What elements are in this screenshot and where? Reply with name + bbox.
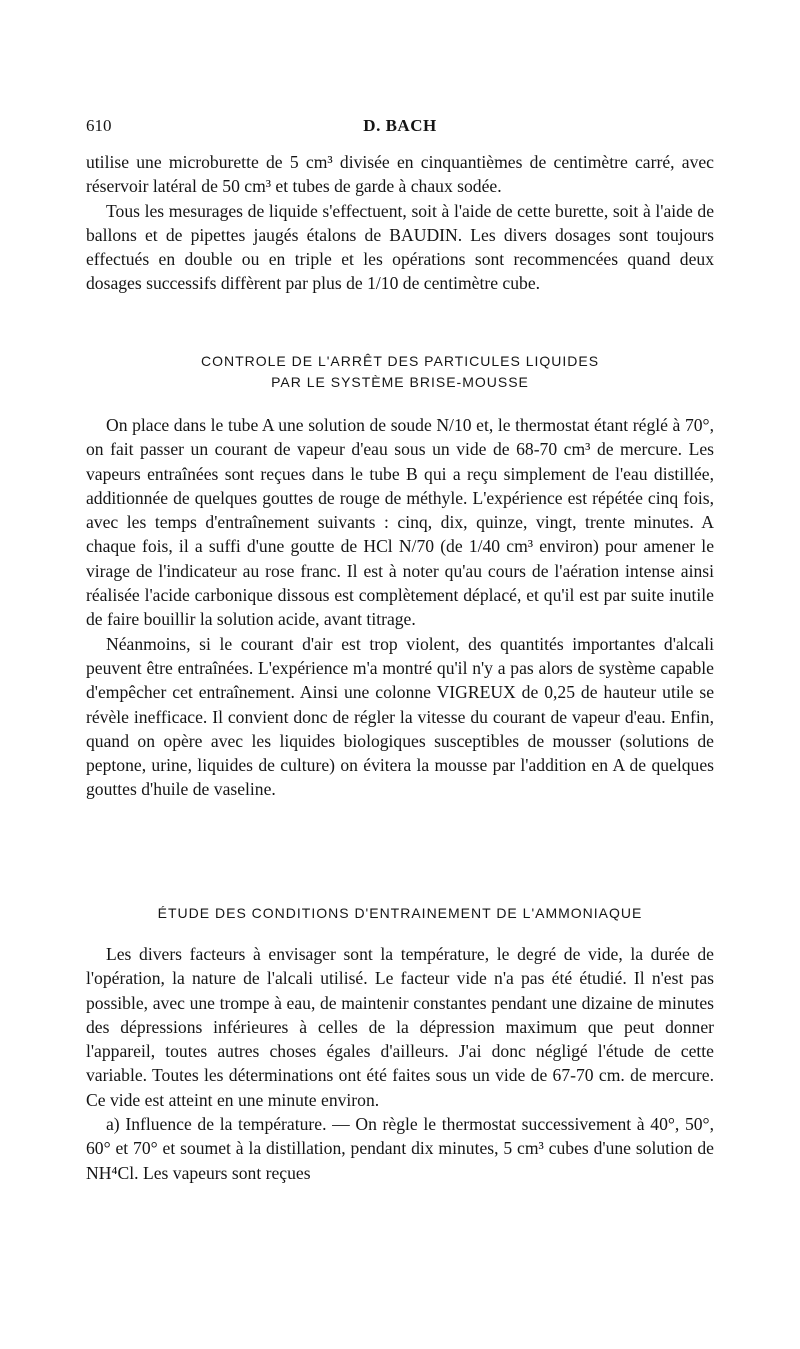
paragraph: a) Influence de la température. — On règle le thermostat successivement à 40°, 50°, 60° et 70° et soumet à la distillation, pendant dix minutes, 5 cm³ cubes d'une solution de NH⁴Cl. Les vapeurs sont reçues xyxy=(86,1114,714,1183)
body-block-etude xyxy=(86,942,714,1185)
paragraph: utilise une microburette de 5 cm³ divisée en cinquantièmes de centimètre carré, avec réservoir latéral de 50 cm³ et tubes de garde à chaux sodée. xyxy=(86,152,714,197)
page-header xyxy=(86,116,714,140)
section-heading-line: PAR LE SYSTÈME BRISE-MOUSSE xyxy=(271,374,529,390)
paragraph: Néanmoins, si le courant d'air est trop violent, des quantités importantes d'alcali peuvent être entraînées. L'expérience m'a montré qu'il n'y a pas alors de système capable d'empêcher cet entraînement. Ainsi une colonne VIGREUX de 0,25 de hauteur utile se révèle inefficace. Il convient donc de régler la vitesse du courant de vapeur d'eau. Enfin, quand on opère avec les liquides biologiques susceptibles de mousser (solutions de peptone, urine, liquides de culture) on évitera la mousse par l'addition en A de quelques gouttes d'huile de vaseline. xyxy=(86,633,714,800)
page-number: 610 xyxy=(86,116,112,135)
body-block-intro xyxy=(86,150,714,296)
section-heading xyxy=(86,351,714,393)
body-block-controle xyxy=(86,413,714,802)
paragraph: Les divers facteurs à envisager sont la température, le degré de vide, la durée de l'opération, la nature de l'alcali utilisé. Le facteur vide n'a pas été étudié. Il n'est pas possible, avec une trompe à eau, de maintenir constantes pendant une dizaine de minutes des dépressions inférieures à celles de la dépression maximum que peut donner l'appareil, toutes autres choses égales d'ailleurs. J'ai donc négligé l'étude de cette variable. Toutes les déterminations ont été faites sous un vide de 67-70 cm. de mercure. Ce vide est atteint en une minute environ. xyxy=(86,944,714,1110)
paragraph: On place dans le tube A une solution de soude N/10 et, le thermostat étant réglé à 70°, on fait passer un courant de vapeur d'eau sous un vide de 68-70 cm³ de mercure. Les vapeurs entraînées sont reçues dans le tube B qui a reçu simplement de l'eau distillée, additionnée de quelques gouttes de rouge de méthyle. L'expérience est répétée cinq fois, avec les temps d'entraînement suivants : cinq, dix, quinze, vingt, trente minutes. A chaque fois, il a suffi d'une goutte de HCl N/70 (de 1/40 cm³ environ) pour amener le virage de l'indicateur au rose franc. Il est à noter qu'au cours de l'aération intense ainsi réalisée l'acide carbonique dissous est complètement déplacé, et qu'il est par suite inutile de faire bouillir la solution acide, avant titrage. xyxy=(86,415,714,630)
section-heading-line: CONTROLE DE L'ARRÊT DES PARTICULES LIQUIDES xyxy=(200,353,600,369)
running-head: D. BACH xyxy=(363,116,437,135)
paragraph: Tous les mesurages de liquide s'effectuent, soit à l'aide de cette burette, soit à l'aide de ballons et de pipettes jaugés étalons de BAUDIN. Les divers dosages sont toujours effectués en double ou en triple et les opérations sont recommencées quand deux dosages successifs diffèrent par plus de 1/10 de centimètre cube. xyxy=(86,200,714,294)
section-heading xyxy=(86,903,714,924)
section-heading-line: ÉTUDE DES CONDITIONS D'ENTRAINEMENT DE L'AMMONIAQUE xyxy=(157,905,643,921)
